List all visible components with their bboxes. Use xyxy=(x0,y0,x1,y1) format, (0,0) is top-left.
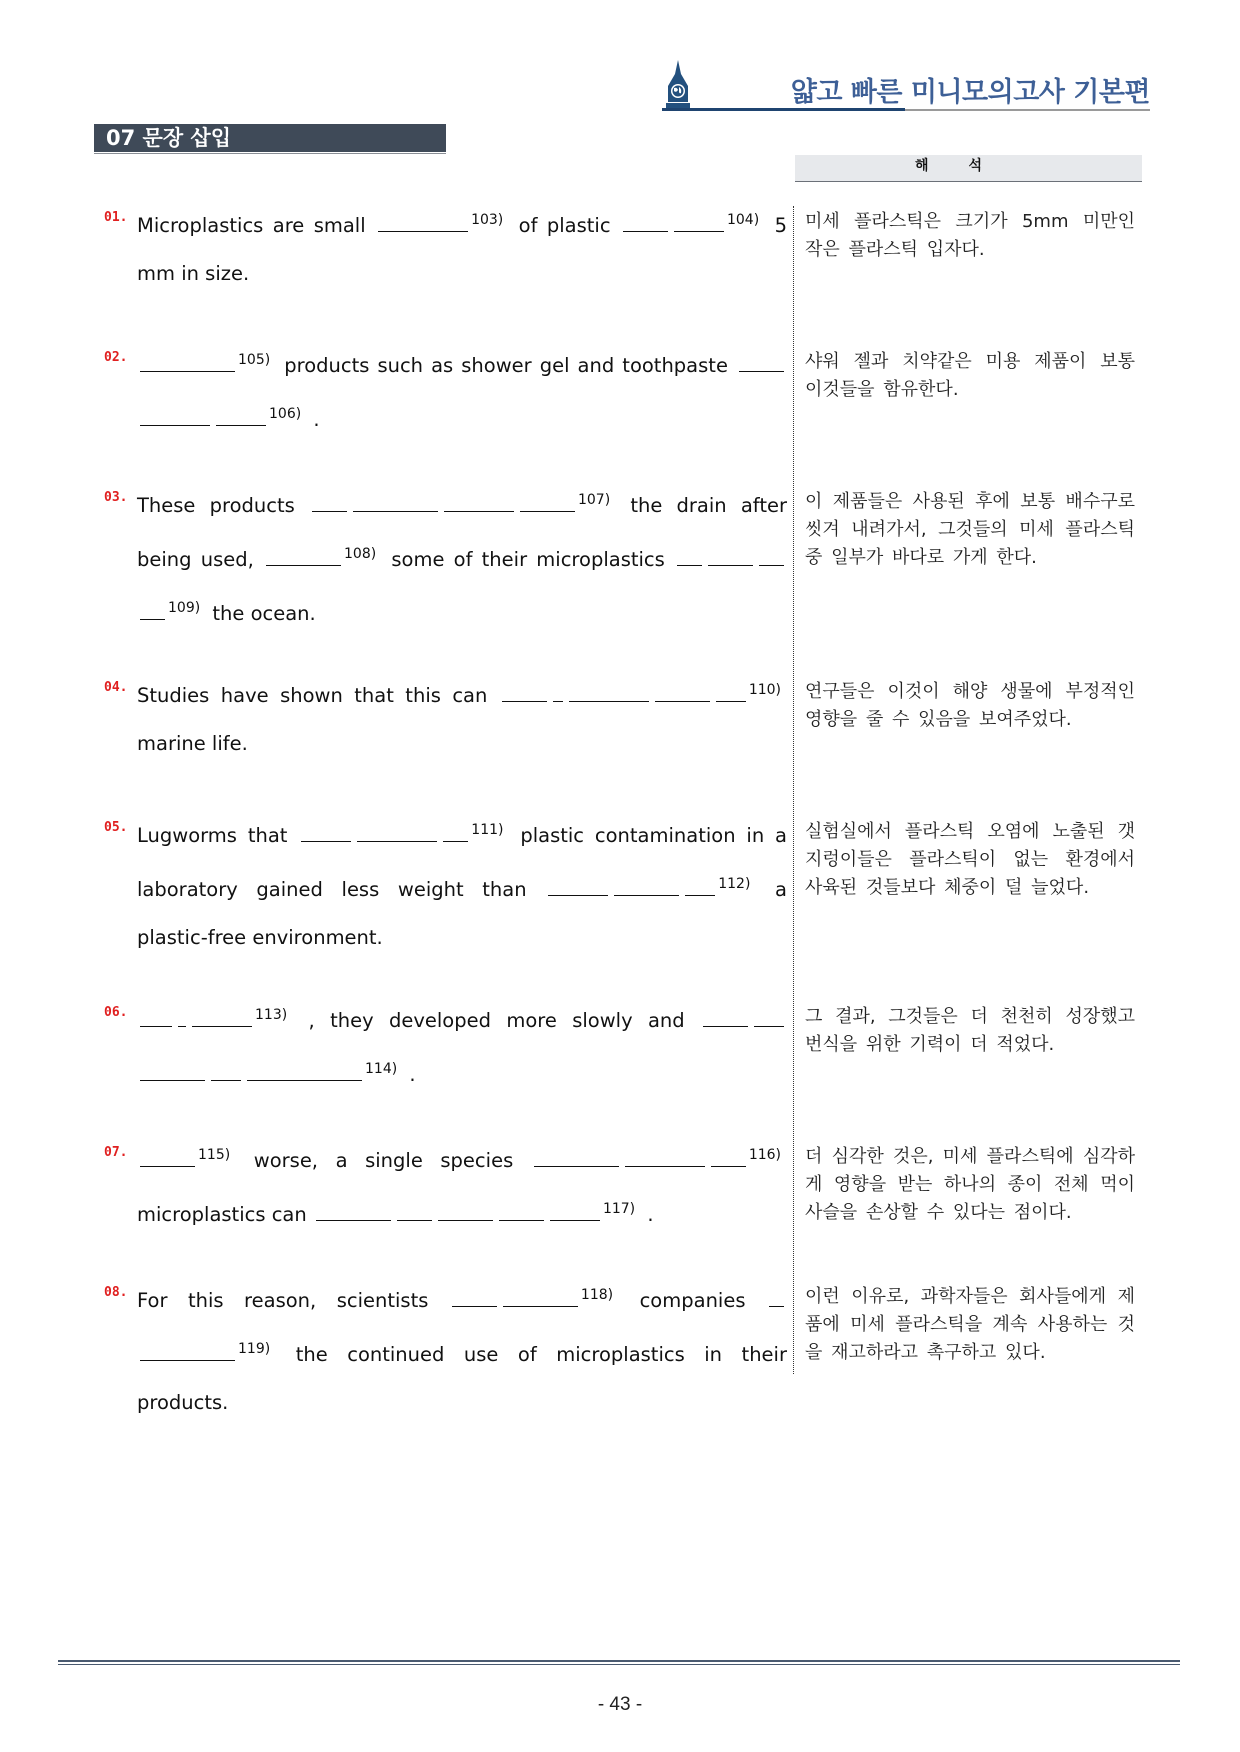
blank-number: 108) xyxy=(344,546,377,562)
answer-blank[interactable] xyxy=(216,407,266,426)
answer-blank[interactable] xyxy=(266,547,341,566)
answer-blank[interactable] xyxy=(140,1342,235,1361)
answer-blank[interactable] xyxy=(769,1288,784,1307)
blank-number: 106) xyxy=(269,406,302,422)
item-number: 08. xyxy=(104,1285,128,1300)
answer-blank[interactable] xyxy=(140,353,235,372)
english-sentence xyxy=(137,1271,787,1427)
item-number: 04. xyxy=(104,680,128,695)
blank-number: 113) xyxy=(255,1007,288,1023)
sentence-text: For this reason, scientists xyxy=(137,1289,449,1312)
sentence-text: of plastic xyxy=(509,214,620,237)
answer-blank[interactable] xyxy=(378,213,468,232)
sentence-text: marine life. xyxy=(137,732,248,755)
korean-translation: 더 심각한 것은, 미세 플라스틱에 심각하게 영향을 받는 하나의 종이 전체 먹이 사슬을 손상할 수 있다는 점이다. xyxy=(805,1146,1135,1223)
english-sentence xyxy=(137,991,787,1099)
blank-number: 111) xyxy=(471,822,504,838)
answer-blank[interactable] xyxy=(247,1062,362,1081)
answer-blank[interactable] xyxy=(438,1202,493,1221)
english-sentence xyxy=(137,1131,787,1239)
answer-blank[interactable] xyxy=(192,1008,252,1027)
answer-blank[interactable] xyxy=(211,1062,241,1081)
sentence-text: the continued use of microplastics in their products. xyxy=(137,1343,787,1414)
translation-column-header: 해석 xyxy=(795,155,1142,182)
blank-number: 110) xyxy=(748,682,781,698)
item-number: 01. xyxy=(104,210,128,225)
sentence-text: . xyxy=(307,408,320,431)
sentence-text: Microplastics are small xyxy=(137,214,376,237)
answer-blank[interactable] xyxy=(301,823,351,842)
header-rule xyxy=(662,108,905,111)
blank-number: 115) xyxy=(198,1147,231,1163)
sentence-text: the ocean. xyxy=(206,602,316,625)
answer-blank[interactable] xyxy=(625,1148,705,1167)
english-sentence xyxy=(137,806,787,962)
blank-number: 107) xyxy=(577,492,611,508)
answer-blank[interactable] xyxy=(444,493,514,512)
item-number: 06. xyxy=(104,1005,128,1020)
sentence-text: . xyxy=(641,1203,654,1226)
sentence-text: products such as shower gel and toothpaste xyxy=(276,354,736,377)
korean-translation: 실험실에서 플라스틱 오염에 노출된 갯지렁이들은 플라스틱이 없는 환경에서 사육된 것들보다 체중이 덜 늘었다. xyxy=(805,821,1135,898)
answer-blank[interactable] xyxy=(520,493,575,512)
english-sentence xyxy=(137,336,787,444)
answer-blank[interactable] xyxy=(316,1202,391,1221)
answer-blank[interactable] xyxy=(140,601,165,620)
answer-blank[interactable] xyxy=(754,1008,784,1027)
blank-number: 104) xyxy=(726,212,760,228)
blank-number: 103) xyxy=(471,212,504,228)
sentence-text: some of their microplastics xyxy=(382,548,674,571)
sentence-text: worse, a single species xyxy=(236,1149,531,1172)
sentence-text: Studies have shown that this can xyxy=(137,684,499,707)
sentence-text: , they developed more slowly and xyxy=(293,1009,700,1032)
answer-blank[interactable] xyxy=(353,493,438,512)
answer-blank[interactable] xyxy=(452,1288,497,1307)
column-divider xyxy=(793,206,794,1374)
korean-translation: 미세 플라스틱은 크기가 5mm 미만인 작은 플라스틱 입자다. xyxy=(805,211,1135,260)
sentence-text: plastic contamination in a laboratory gained less weight than xyxy=(137,824,787,901)
item-number: 02. xyxy=(104,350,128,365)
korean-translation: 이런 이유로, 과학자들은 회사들에게 제품에 미세 플라스틱을 계속 사용하는 것을 재고하라고 촉구하고 있다. xyxy=(805,1286,1135,1363)
answer-blank[interactable] xyxy=(140,1062,205,1081)
footer-rule xyxy=(58,1660,1180,1662)
answer-blank[interactable] xyxy=(677,547,702,566)
answer-blank[interactable] xyxy=(569,683,649,702)
header-rule-gray xyxy=(905,109,1150,111)
answer-blank[interactable] xyxy=(397,1202,432,1221)
blank-number: 116) xyxy=(748,1147,781,1163)
answer-blank[interactable] xyxy=(443,823,468,842)
item-number: 05. xyxy=(104,820,128,835)
blank-number: 114) xyxy=(365,1061,398,1077)
answer-blank[interactable] xyxy=(655,683,710,702)
blank-number: 118) xyxy=(580,1287,614,1303)
answer-blank[interactable] xyxy=(703,1008,748,1027)
answer-blank[interactable] xyxy=(708,547,753,566)
answer-blank[interactable] xyxy=(716,683,746,702)
korean-translation: 연구들은 이것이 해양 생물에 부정적인 영향을 줄 수 있음을 보여주었다. xyxy=(805,681,1135,730)
answer-blank[interactable] xyxy=(739,353,784,372)
section-underline xyxy=(94,153,446,154)
answer-blank[interactable] xyxy=(623,213,668,232)
answer-blank[interactable] xyxy=(550,1202,600,1221)
korean-translation: 이 제품들은 사용된 후에 보통 배수구로 씻겨 내려가서, 그것들의 미세 플라스틱 중 일부가 바다로 가게 한다. xyxy=(805,491,1135,568)
blank-number: 105) xyxy=(238,352,271,368)
answer-blank[interactable] xyxy=(674,213,724,232)
page-number: - 43 - xyxy=(597,1694,643,1715)
blank-number: 117) xyxy=(602,1201,636,1217)
blank-number: 112) xyxy=(718,876,751,892)
sentence-text: . xyxy=(403,1063,416,1086)
answer-blank[interactable] xyxy=(499,1202,544,1221)
korean-translation: 그 결과, 그것들은 더 천천히 성장했고 번식을 위한 기력이 더 적었다. xyxy=(805,1006,1135,1055)
answer-blank[interactable] xyxy=(140,407,210,426)
fountain-pen-globe-icon xyxy=(664,60,692,110)
blank-number: 109) xyxy=(168,600,201,616)
sentence-text: companies xyxy=(619,1289,766,1312)
book-title: 얇고 빠른 미니모의고사 기본편 xyxy=(790,77,1150,108)
footer-rule-thin xyxy=(58,1664,1180,1665)
english-sentence xyxy=(137,476,787,638)
item-number: 03. xyxy=(104,490,128,505)
answer-blank[interactable] xyxy=(614,877,679,896)
answer-blank[interactable] xyxy=(502,683,547,702)
answer-blank[interactable] xyxy=(685,877,715,896)
sentence-text: 5 mm in size. xyxy=(137,214,787,285)
sentence-text: Lugworms that xyxy=(137,824,299,847)
section-title: 07 문장 삽입 xyxy=(94,124,446,152)
answer-blank[interactable] xyxy=(711,1148,746,1167)
page-header xyxy=(662,58,1150,112)
answer-blank[interactable] xyxy=(503,1288,578,1307)
sentence-text: the drain after being used, xyxy=(137,494,787,571)
answer-blank[interactable] xyxy=(140,1148,195,1167)
korean-translation: 샤워 젤과 치약같은 미용 제품이 보통 이것들을 함유한다. xyxy=(805,351,1135,400)
answer-blank[interactable] xyxy=(140,1008,172,1027)
answer-blank[interactable] xyxy=(312,493,347,512)
answer-blank[interactable] xyxy=(178,1008,186,1027)
sentence-text: microplastics can xyxy=(137,1203,313,1226)
answer-blank[interactable] xyxy=(759,547,784,566)
answer-blank[interactable] xyxy=(534,1148,619,1167)
sentence-text: a plastic-free environment. xyxy=(137,878,787,949)
item-number: 07. xyxy=(104,1145,128,1160)
english-sentence xyxy=(137,666,787,768)
english-sentence xyxy=(137,196,787,298)
answer-blank[interactable] xyxy=(357,823,437,842)
answer-blank[interactable] xyxy=(548,877,608,896)
answer-blank[interactable] xyxy=(553,683,563,702)
sentence-text: These products xyxy=(137,494,309,517)
blank-number: 119) xyxy=(238,1341,271,1357)
